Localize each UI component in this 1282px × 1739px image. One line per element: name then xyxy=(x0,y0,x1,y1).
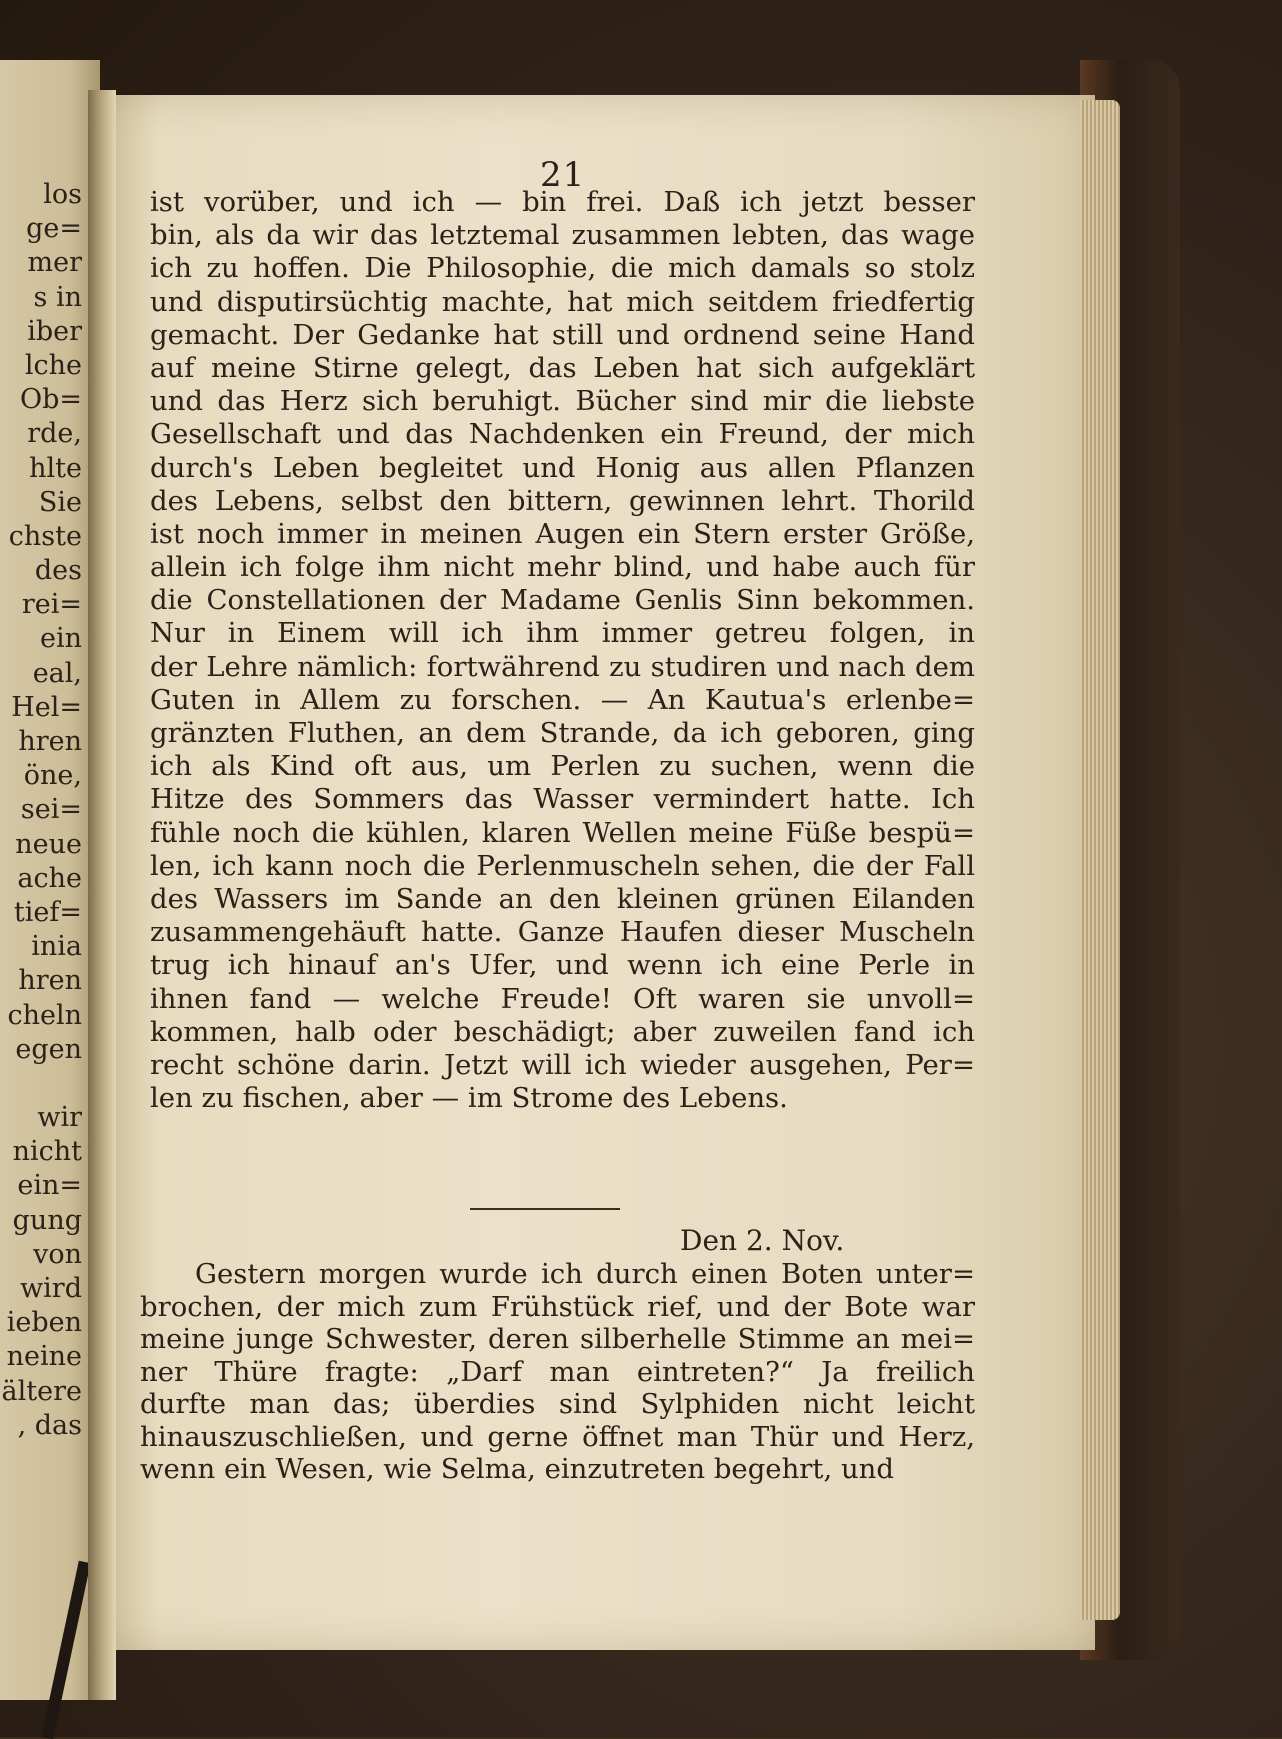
left-page-fragment: wir xyxy=(37,1102,82,1134)
left-page-fragment: hlte xyxy=(29,452,82,484)
text-line: ich als Kind oft aus, um Perlen zu suchen, wenn die xyxy=(150,750,975,783)
left-page-fragment: lche xyxy=(24,349,82,381)
left-page-fragment: s in xyxy=(33,281,82,313)
left-page-fragment: inia xyxy=(31,931,82,963)
text-line: des Lebens, selbst den bittern, gewinnen lehrt. Thorild xyxy=(150,484,975,517)
left-page-fragment: öne, xyxy=(23,760,82,792)
text-line: die Constellationen der Madame Genlis Sinn bekommen. xyxy=(150,584,975,617)
left-page-fragment: des xyxy=(34,555,82,587)
left-page-text xyxy=(0,178,82,1443)
text-line: kommen, halb oder beschädigt; aber zuweilen fand ich xyxy=(150,1015,975,1048)
left-page-fragment: mer xyxy=(27,247,82,279)
paragraph-1 xyxy=(150,186,975,1115)
left-page-fragment: neue xyxy=(15,828,82,860)
text-line: durfte man das; überdies sind Sylphiden nicht leicht xyxy=(140,1388,975,1420)
left-page-fragment: eal, xyxy=(32,657,82,689)
left-page-fragment: rde, xyxy=(27,418,82,450)
left-page-fragment: rei= xyxy=(21,589,82,621)
left-page-fragment: ältere xyxy=(1,1375,82,1407)
left-page-fragment: hren xyxy=(18,965,82,997)
text-line: len, ich kann noch die Perlenmuscheln sehen, die der Fall xyxy=(150,849,975,882)
text-line: recht schöne darin. Jetzt will ich wieder ausgehen, Per= xyxy=(150,1048,975,1081)
left-page-fragment: Hel= xyxy=(11,691,82,723)
text-line: gemacht. Der Gedanke hat still und ordnend seine Hand xyxy=(150,318,975,351)
left-page-fragment: ieben xyxy=(6,1307,82,1339)
left-page-fragment: neine xyxy=(6,1341,82,1373)
text-line: ich zu hoffen. Die Philosophie, die mich damals so stolz xyxy=(150,252,975,285)
text-line: Hitze des Sommers das Wasser vermindert hatte. Ich xyxy=(150,783,975,816)
text-line: len zu fischen, aber — im Strome des Lebens. xyxy=(150,1082,788,1115)
left-page-fragment: chste xyxy=(8,520,82,552)
gutter xyxy=(88,90,116,1700)
left-page-fragment: von xyxy=(33,1238,82,1270)
text-line: trug ich hinauf an's Ufer, und wenn ich eine Perle in xyxy=(150,949,975,982)
left-page-fragment: egen xyxy=(15,1033,82,1065)
text-line: Nur in Einem will ich ihm immer getreu folgen, in xyxy=(150,617,975,650)
left-page-fragment: cheln xyxy=(7,999,82,1031)
text-line: ist vorüber, und ich — bin frei. Daß ich jetzt besser xyxy=(150,186,975,218)
text-line: gränzten Fluthen, an dem Strande, da ich geboren, ging xyxy=(150,717,975,749)
text-line: wenn ein Wesen, wie Selma, einzutreten begehrt, und xyxy=(140,1453,894,1485)
dateline: Den 2. Nov. xyxy=(680,1224,845,1257)
text-line: hinauszuschließen, und gerne öffnet man Thür und Herz, xyxy=(140,1420,975,1453)
left-page-fragment: Ob= xyxy=(19,384,82,416)
text-line: fühle noch die kühlen, klaren Wellen meine Füße bespü= xyxy=(150,816,975,849)
left-page-fragment: gung xyxy=(12,1204,82,1236)
text-line: ner Thüre fragte: „Darf man eintreten?“ Ja freilich xyxy=(140,1355,975,1388)
text-line: und das Herz sich beruhigt. Bücher sind mir die liebste xyxy=(150,385,975,418)
left-page-fragment: , das xyxy=(17,1409,82,1441)
text-line: des Wassers im Sande an den kleinen grünen Eilanden xyxy=(150,882,975,915)
text-line: meine junge Schwester, deren silberhelle Stimme an mei= xyxy=(140,1323,975,1355)
text-line: und disputirsüchtig machte, hat mich seitdem friedfertig xyxy=(150,285,975,318)
text-line: Gesellschaft und das Nachdenken ein Freund, der mich xyxy=(150,418,975,451)
left-page-fragment: nicht xyxy=(12,1136,82,1168)
page-number: 21 xyxy=(540,155,586,195)
left-page-fragment xyxy=(0,1067,82,1101)
left-page-fragment: hren xyxy=(18,726,82,757)
left-page-fragment: ein xyxy=(39,623,82,655)
left-page-fragment: Sie xyxy=(38,486,82,518)
page-edges xyxy=(1080,100,1120,1620)
text-line: Guten in Allem zu forschen. — An Kautua's erlenbe= xyxy=(150,683,975,716)
left-page-fragment: ge= xyxy=(26,213,82,245)
left-page-fragment: ein= xyxy=(17,1170,82,1202)
text-line: allein ich folge ihm nicht mehr blind, und habe auch für xyxy=(150,551,975,584)
left-page-fragment: ache xyxy=(17,862,82,894)
text-line: ist noch immer in meinen Augen ein Stern erster Größe, xyxy=(150,517,975,550)
text-line: ihnen fand — welche Freude! Oft waren sie unvoll= xyxy=(150,982,975,1015)
left-page-fragment: sei= xyxy=(20,794,82,826)
text-line: bin, als da wir das letztemal zusammen lebten, das wage xyxy=(150,219,975,252)
text-line: Gestern morgen wurde ich durch einen Boten unter= xyxy=(195,1258,975,1290)
left-page-fragment: wird xyxy=(20,1273,82,1304)
section-divider xyxy=(470,1208,620,1210)
left-page-fragment: tief= xyxy=(13,896,82,928)
text-line: der Lehre nämlich: fortwährend zu studiren und nach dem xyxy=(150,650,975,683)
text-line: zusammengehäuft hatte. Ganze Haufen dieser Muscheln xyxy=(150,916,975,949)
left-page-fragment: los xyxy=(43,179,82,210)
text-line: durch's Leben begleitet und Honig aus allen Pflanzen xyxy=(150,451,975,484)
left-page-fragment: iber xyxy=(27,315,82,347)
text-line: auf meine Stirne gelegt, das Leben hat sich aufgeklärt xyxy=(150,351,975,384)
text-line: brochen, der mich zum Frühstück rief, und der Bote war xyxy=(140,1290,975,1323)
paragraph-2 xyxy=(140,1258,975,1486)
